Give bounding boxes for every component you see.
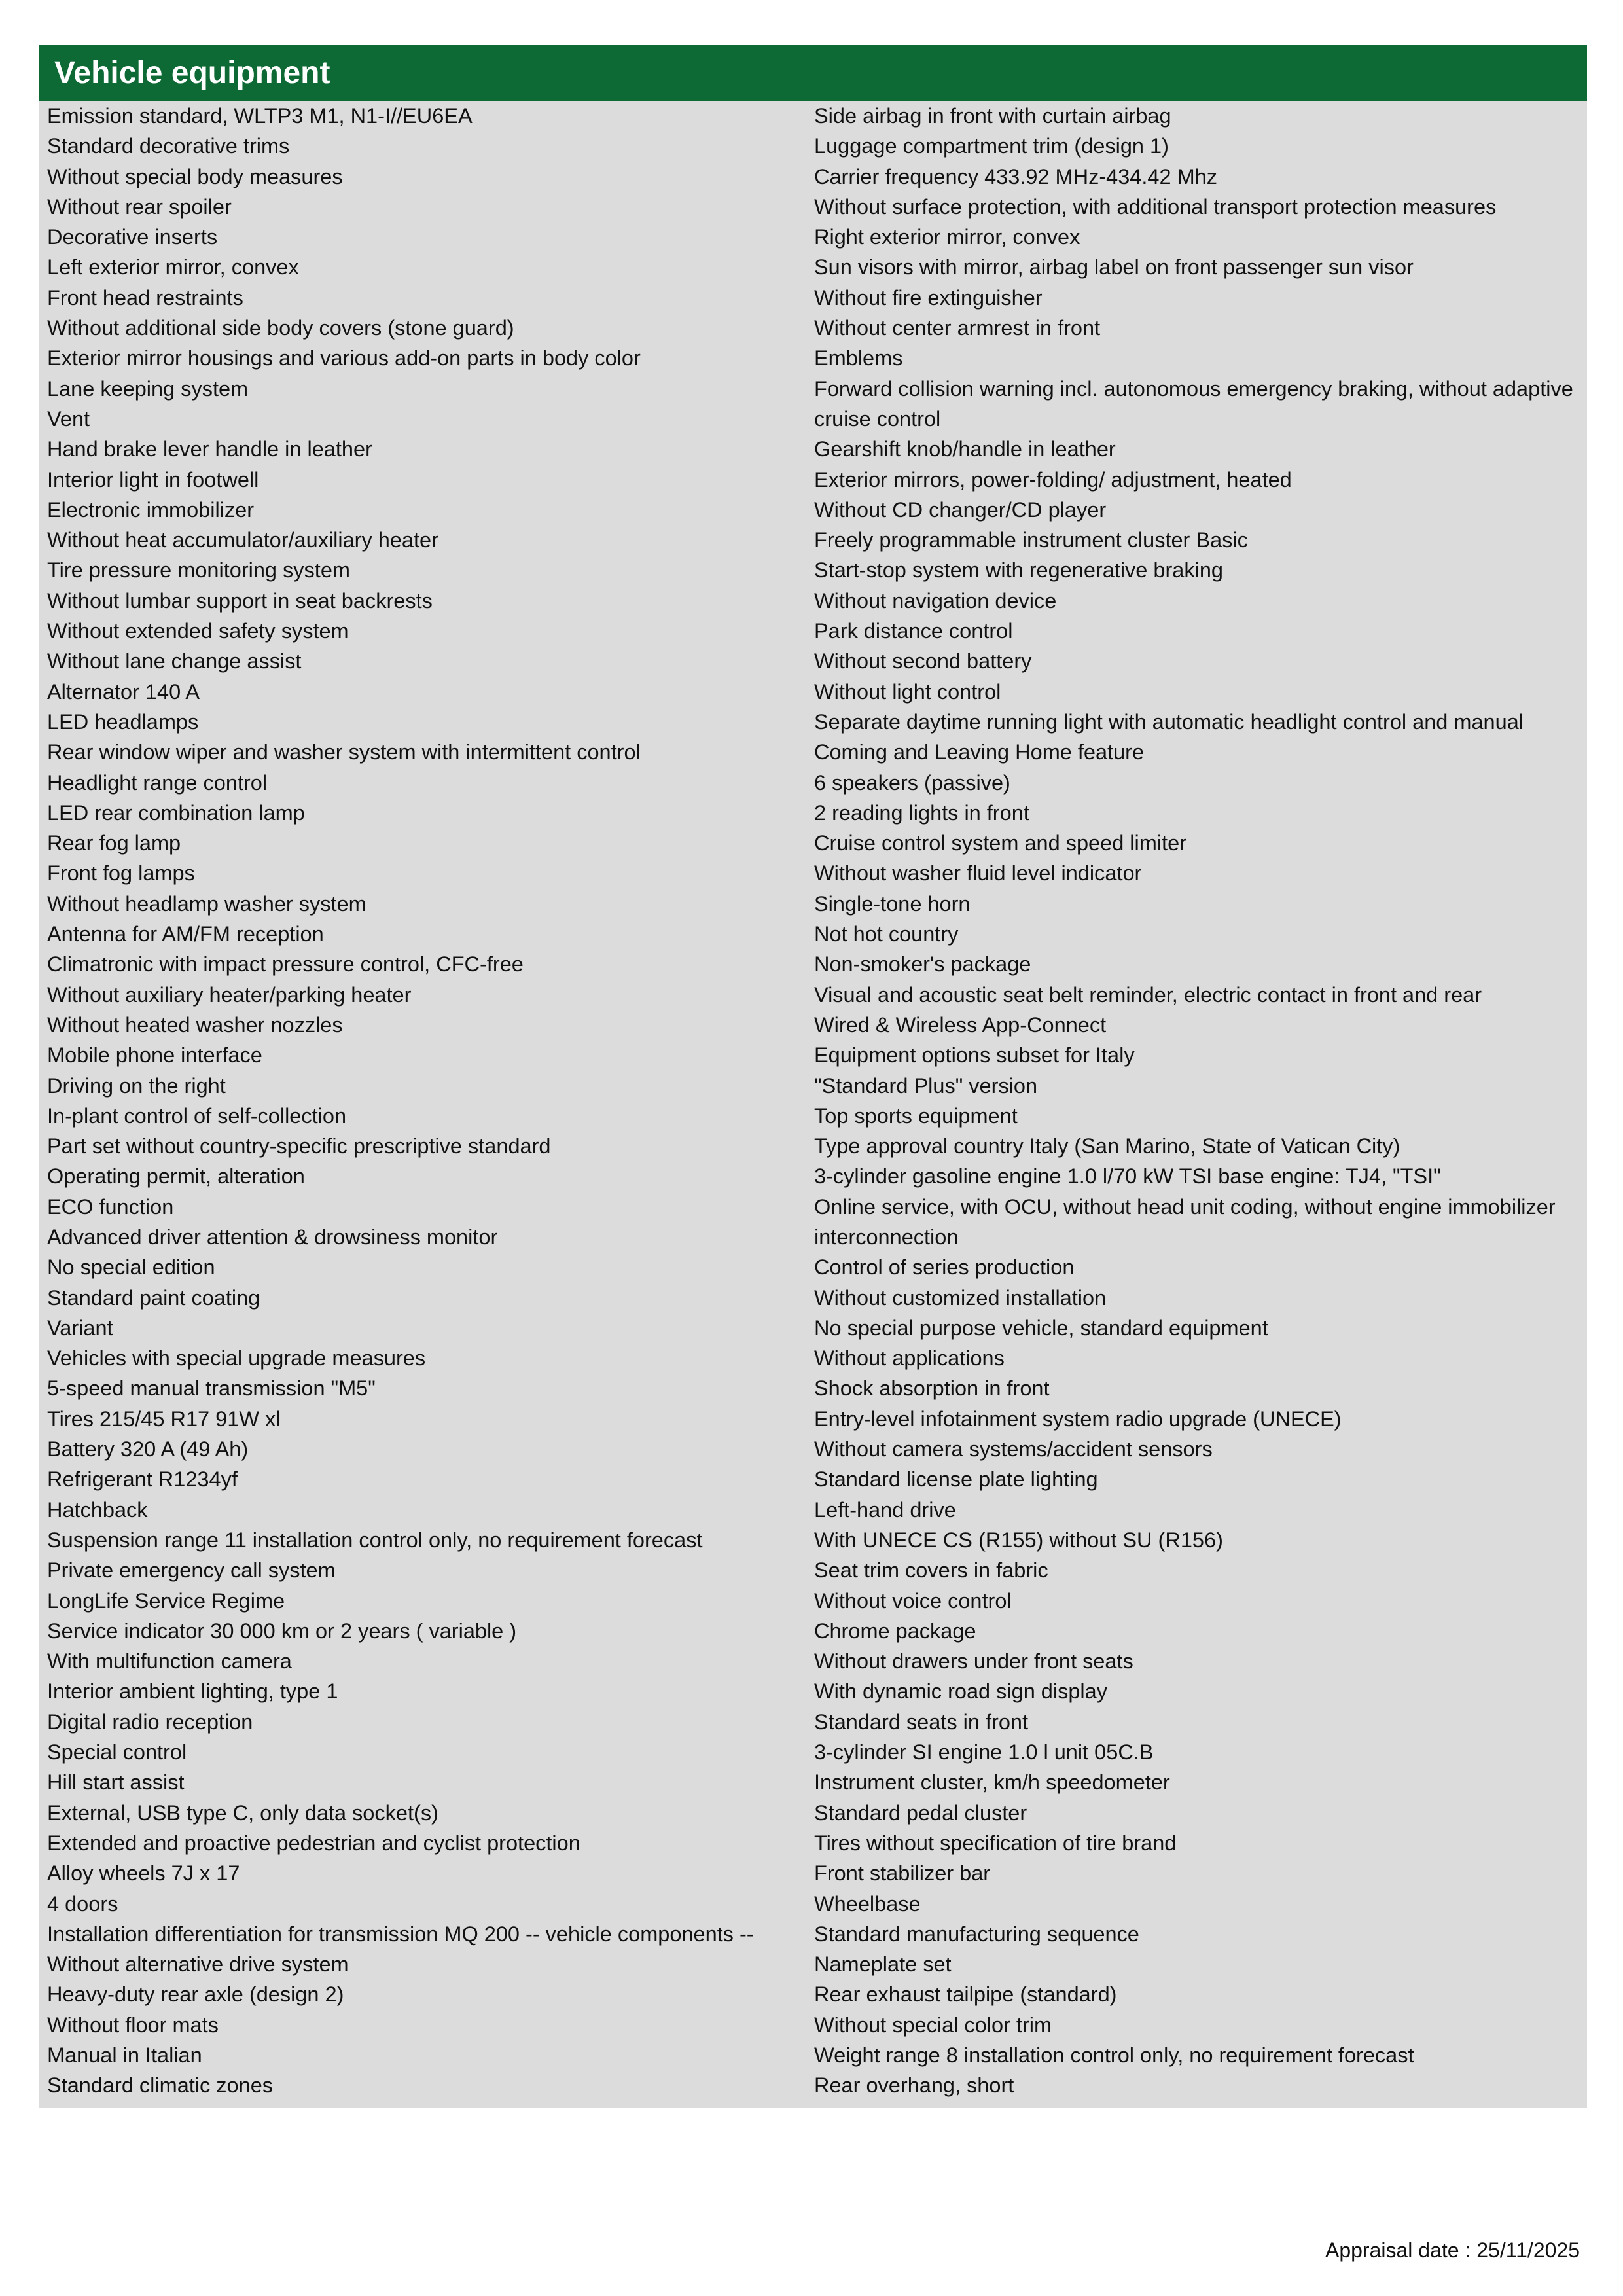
equipment-item: Electronic immobilizer: [47, 497, 255, 522]
equipment-item: Interior light in footwell: [47, 467, 259, 492]
equipment-item: No special purpose vehicle, standard equipment: [814, 1316, 1268, 1340]
equipment-item: Without light control: [814, 679, 1001, 704]
equipment-item: 5-speed manual transmission "M5": [47, 1376, 376, 1401]
equipment-item: Without voice control: [814, 1588, 1012, 1613]
equipment-item: Service indicator 30 000 km or 2 years ( variable ): [47, 1619, 517, 1643]
equipment-item: Without heated washer nozzles: [47, 1013, 343, 1037]
equipment-item: Standard license plate lighting: [814, 1467, 1098, 1492]
equipment-item: Climatronic with impact pressure control, CFC-free: [47, 952, 524, 977]
equipment-item: Forward collision warning incl. autonomous emergency braking, without adaptive cruise control: [814, 376, 1573, 431]
equipment-item: Vent: [47, 406, 90, 431]
equipment-item: Operating permit, alteration: [47, 1164, 305, 1189]
equipment-item: With multifunction camera: [47, 1649, 292, 1674]
equipment-item: Single-tone horn: [814, 891, 971, 916]
equipment-item: Without lane change assist: [47, 649, 302, 673]
equipment-item: Hatchback: [47, 1498, 148, 1522]
equipment-item: 6 speakers (passive): [814, 770, 1010, 795]
equipment-item: Without floor mats: [47, 2013, 219, 2037]
equipment-item: Standard seats in front: [814, 1710, 1028, 1734]
equipment-item: Without additional side body covers (stone guard): [47, 316, 514, 340]
equipment-item: Weight range 8 installation control only, no requirement forecast: [814, 2043, 1414, 2067]
equipment-item: Cruise control system and speed limiter: [814, 831, 1186, 855]
equipment-item: Interior ambient lighting, type 1: [47, 1679, 338, 1704]
equipment-item: Heavy-duty rear axle (design 2): [47, 1982, 344, 2007]
section-title: Vehicle equipment: [39, 45, 1587, 101]
equipment-item: Top sports equipment: [814, 1103, 1018, 1128]
equipment-item: Visual and acoustic seat belt reminder, electric contact in front and rear: [814, 982, 1482, 1007]
equipment-item: Battery 320 A (49 Ah): [47, 1437, 249, 1462]
equipment-item: Lane keeping system: [47, 376, 249, 401]
equipment-item: Without customized installation: [814, 1285, 1107, 1310]
equipment-item: Exterior mirror housings and various add-on parts in body color: [47, 346, 641, 370]
equipment-item: Rear exhaust tailpipe (standard): [814, 1982, 1117, 2007]
equipment-item: Standard manufacturing sequence: [814, 1922, 1139, 1946]
equipment-item: Wheelbase: [814, 1892, 921, 1916]
equipment-item: Without center armrest in front: [814, 316, 1101, 340]
equipment-item: Rear fog lamp: [47, 831, 181, 855]
equipment-item: Alloy wheels 7J x 17: [47, 1861, 240, 1886]
equipment-item: Not hot country: [814, 922, 959, 946]
equipment-item: Advanced driver attention & drowsiness monitor: [47, 1225, 498, 1249]
equipment-item: Luggage compartment trim (design 1): [814, 134, 1169, 158]
equipment-item: With UNECE CS (R155) without SU (R156): [814, 1528, 1223, 1552]
equipment-item: Without fire extinguisher: [814, 285, 1043, 310]
equipment-item: Standard climatic zones: [47, 2073, 274, 2098]
equipment-item: Tires without specification of tire brand: [814, 1831, 1177, 1855]
equipment-item: Antenna for AM/FM reception: [47, 922, 324, 946]
equipment-item: Mobile phone interface: [47, 1043, 262, 1067]
equipment-item: Separate daytime running light with automatic headlight control and manual: [814, 709, 1524, 734]
equipment-item: Online service, with OCU, without head unit coding, without engine immobilizer interconnection: [814, 1194, 1556, 1249]
equipment-item: Emission standard, WLTP3 M1, N1-I//EU6EA: [47, 104, 473, 128]
equipment-item: 3-cylinder SI engine 1.0 l unit 05C.B: [814, 1740, 1154, 1765]
equipment-item: Without headlamp washer system: [47, 891, 366, 916]
equipment-list: [39, 101, 1587, 2108]
equipment-item: Suspension range 11 installation control only, no requirement forecast: [47, 1528, 703, 1552]
equipment-item: Nameplate set: [814, 1952, 952, 1977]
equipment-item: Rear window wiper and washer system with intermittent control: [47, 740, 641, 764]
equipment-item: Front head restraints: [47, 285, 243, 310]
equipment-item: Standard paint coating: [47, 1285, 260, 1310]
equipment-item: Type approval country Italy (San Marino, State of Vatican City): [814, 1134, 1400, 1158]
equipment-item: Carrier frequency 433.92 MHz-434.42 Mhz: [814, 164, 1217, 188]
equipment-item: Exterior mirrors, power-folding/ adjustment, heated: [814, 467, 1292, 492]
equipment-item: Without applications: [814, 1346, 1005, 1371]
equipment-item: Tires 215/45 R17 91W xl: [47, 1407, 281, 1431]
equipment-item: Freely programmable instrument cluster Basic: [814, 528, 1248, 552]
equipment-item: Special control: [47, 1740, 187, 1765]
equipment-item: 4 doors: [47, 1892, 118, 1916]
equipment-column-left: [39, 101, 814, 2101]
equipment-item: 2 reading lights in front: [814, 800, 1029, 825]
equipment-item: Variant: [47, 1316, 113, 1340]
equipment-item: Without drawers under front seats: [814, 1649, 1133, 1674]
equipment-item: Front fog lamps: [47, 861, 195, 886]
equipment-item: Without washer fluid level indicator: [814, 861, 1142, 886]
equipment-item: Tire pressure monitoring system: [47, 558, 350, 583]
equipment-item: Start-stop system with regenerative braking: [814, 558, 1223, 583]
equipment-item: Control of series production: [814, 1255, 1075, 1280]
equipment-item: Alternator 140 A: [47, 679, 200, 704]
equipment-item: Without alternative drive system: [47, 1952, 349, 1977]
appraisal-date: Appraisal date : 25/11/2025: [1325, 2238, 1580, 2262]
equipment-item: Headlight range control: [47, 770, 268, 795]
equipment-item: Refrigerant R1234yf: [47, 1467, 238, 1492]
equipment-item: Seat trim covers in fabric: [814, 1558, 1048, 1583]
equipment-item: With dynamic road sign display: [814, 1679, 1107, 1704]
equipment-item: Standard decorative trims: [47, 134, 290, 158]
equipment-item: LED headlamps: [47, 709, 199, 734]
equipment-item: 3-cylinder gasoline engine 1.0 l/70 kW TSI base engine: TJ4, "TSI": [814, 1164, 1441, 1189]
equipment-item: Driving on the right: [47, 1073, 226, 1098]
equipment-item: Without second battery: [814, 649, 1032, 673]
equipment-item: Hill start assist: [47, 1770, 185, 1795]
equipment-item: Decorative inserts: [47, 225, 218, 249]
equipment-item: Equipment options subset for Italy: [814, 1043, 1135, 1067]
equipment-item: Without special color trim: [814, 2013, 1052, 2037]
equipment-item: ECO function: [47, 1194, 174, 1219]
equipment-item: Vehicles with special upgrade measures: [47, 1346, 426, 1371]
equipment-item: Without surface protection, with additional transport protection measures: [814, 194, 1497, 219]
equipment-item: Without extended safety system: [47, 619, 349, 643]
equipment-item: Entry-level infotainment system radio upgrade (UNECE): [814, 1407, 1342, 1431]
equipment-item: Non-smoker's package: [814, 952, 1031, 977]
equipment-column-right: [814, 101, 1587, 2101]
equipment-item: No special edition: [47, 1255, 215, 1280]
equipment-item: Front stabilizer bar: [814, 1861, 991, 1886]
equipment-item: Left exterior mirror, convex: [47, 255, 299, 279]
equipment-item: Side airbag in front with curtain airbag: [814, 104, 1171, 128]
equipment-item: Right exterior mirror, convex: [814, 225, 1080, 249]
equipment-item: In-plant control of self-collection: [47, 1103, 347, 1128]
equipment-item: Instrument cluster, km/h speedometer: [814, 1770, 1170, 1795]
equipment-item: Part set without country-specific prescriptive standard: [47, 1134, 551, 1158]
equipment-item: Digital radio reception: [47, 1710, 253, 1734]
equipment-item: Standard pedal cluster: [814, 1801, 1027, 1825]
equipment-item: Installation differentiation for transmission MQ 200 -- vehicle components --: [47, 1922, 754, 1946]
equipment-item: Extended and proactive pedestrian and cyclist protection: [47, 1831, 580, 1855]
equipment-item: Shock absorption in front: [814, 1376, 1050, 1401]
equipment-item: Park distance control: [814, 619, 1013, 643]
equipment-item: Hand brake lever handle in leather: [47, 437, 372, 461]
equipment-item: Coming and Leaving Home feature: [814, 740, 1145, 764]
equipment-item: Without special body measures: [47, 164, 343, 188]
equipment-item: Manual in Italian: [47, 2043, 202, 2067]
equipment-item: Rear overhang, short: [814, 2073, 1014, 2098]
equipment-item: Chrome package: [814, 1619, 976, 1643]
equipment-item: Wired & Wireless App-Connect: [814, 1013, 1107, 1037]
equipment-item: Without rear spoiler: [47, 194, 232, 219]
vehicle-equipment-section: [39, 45, 1587, 2108]
equipment-item: Sun visors with mirror, airbag label on front passenger sun visor: [814, 255, 1414, 279]
equipment-item: Left-hand drive: [814, 1498, 956, 1522]
equipment-item: Gearshift knob/handle in leather: [814, 437, 1116, 461]
equipment-item: "Standard Plus" version: [814, 1073, 1038, 1098]
equipment-item: LED rear combination lamp: [47, 800, 305, 825]
equipment-item: Without navigation device: [814, 588, 1057, 613]
equipment-item: Without auxiliary heater/parking heater: [47, 982, 412, 1007]
equipment-item: External, USB type C, only data socket(s): [47, 1801, 438, 1825]
equipment-item: Without camera systems/accident sensors: [814, 1437, 1213, 1462]
equipment-item: Without CD changer/CD player: [814, 497, 1107, 522]
equipment-item: Emblems: [814, 346, 903, 370]
equipment-item: LongLife Service Regime: [47, 1588, 285, 1613]
equipment-item: Without heat accumulator/auxiliary heater: [47, 528, 438, 552]
equipment-item: Without lumbar support in seat backrests: [47, 588, 433, 613]
equipment-item: Private emergency call system: [47, 1558, 336, 1583]
